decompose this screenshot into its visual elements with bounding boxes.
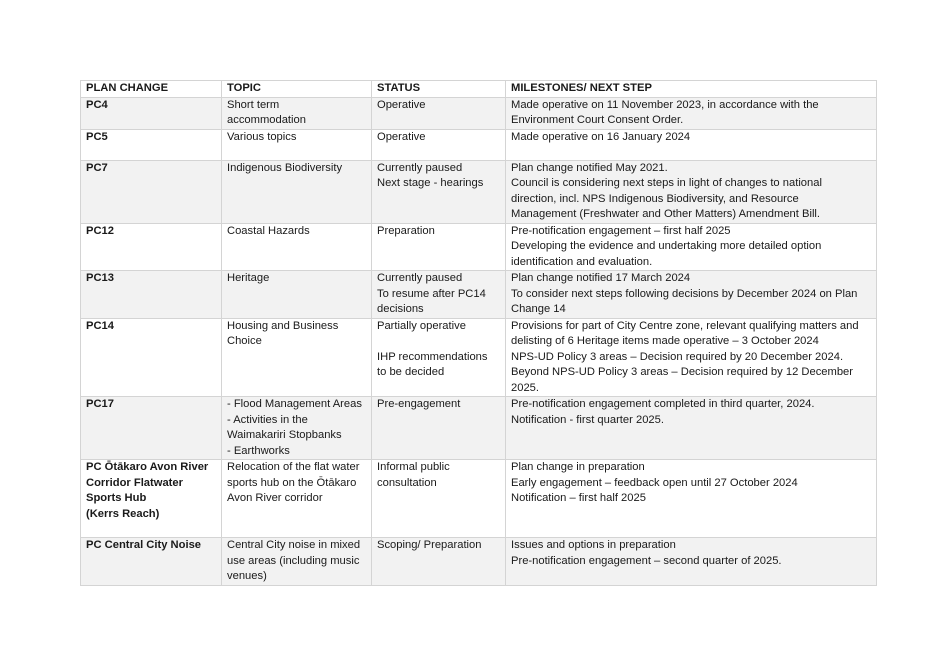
status-cell <box>372 129 506 160</box>
table-row <box>81 397 877 460</box>
topic-cell-line: Avon River corridor <box>227 492 323 504</box>
milestones-cell-line: Issues and options in preparation <box>511 539 676 551</box>
topic-cell-line: Waimakariri Stopbanks <box>227 429 342 441</box>
milestones-cell-line: Council is considering next steps in light of changes to national <box>511 177 822 189</box>
status-cell-line: decisions <box>377 303 424 315</box>
status-cell-line: Next stage - hearings <box>377 177 484 189</box>
topic-cell <box>222 538 372 586</box>
topic-cell <box>222 160 372 223</box>
milestones-cell-line: Beyond NPS-UD Policy 3 areas – Decision required by 12 December <box>511 366 853 378</box>
topic-cell-line: Central City noise in mixed <box>227 539 361 551</box>
table-header-row <box>81 81 877 98</box>
topic-cell-line: Various topics <box>227 130 297 143</box>
plan-change-cell <box>81 160 222 223</box>
milestones-cell-line: delisting of 6 Heritage items made operative – 3 October 2024 <box>511 335 819 347</box>
status-cell <box>372 160 506 223</box>
milestones-cell-line: identification and evaluation. <box>511 255 653 268</box>
plan-change-cell <box>81 538 222 586</box>
status-cell-line <box>377 334 500 350</box>
header-status: STATUS <box>372 81 506 98</box>
milestones-cell-line: Environment Court Consent Order. <box>511 114 684 126</box>
milestones-cell-line: Pre-notification engagement – first half 2025 <box>511 224 731 237</box>
plan-change-cell <box>81 318 222 397</box>
plan-change-cell-line: (Kerrs Reach) <box>86 507 160 520</box>
topic-cell-line: sports hub on the Ōtākaro <box>227 476 357 489</box>
milestones-cell <box>506 97 877 129</box>
milestones-cell-line: 2025. <box>511 381 539 394</box>
topic-cell <box>222 97 372 129</box>
status-cell-line: consultation <box>377 476 437 489</box>
status-cell-line: Operative <box>377 98 426 111</box>
table-row <box>81 460 877 538</box>
milestones-cell-line: NPS-UD Policy 3 areas – Decision required by 20 December 2024. <box>511 350 844 363</box>
header-plan-change: PLAN CHANGE <box>81 81 222 98</box>
milestones-cell-line: Plan change in preparation <box>511 461 645 473</box>
topic-cell-line: use areas (including music <box>227 554 360 567</box>
plan-change-cell-line: PC13 <box>86 272 114 284</box>
milestones-cell-line: To consider next steps following decisions by December 2024 on Plan <box>511 287 858 300</box>
topic-cell-line: Coastal Hazards <box>227 224 310 237</box>
plan-change-cell-line: PC4 <box>86 98 108 111</box>
topic-cell-line: - Flood Management Areas <box>227 398 362 410</box>
milestones-cell-line: Developing the evidence and undertaking more detailed option <box>511 240 822 252</box>
milestones-cell <box>506 397 877 460</box>
plan-change-cell <box>81 460 222 538</box>
plan-change-cell <box>81 271 222 319</box>
milestones-cell <box>506 538 877 586</box>
topic-cell-line: - Earthworks <box>227 444 290 457</box>
milestones-cell-line: Pre-notification engagement – second quarter of 2025. <box>511 554 782 567</box>
plan-change-cell-line: PC14 <box>86 319 114 332</box>
topic-cell <box>222 271 372 319</box>
plan-change-cell <box>81 129 222 160</box>
topic-cell-line: accommodation <box>227 114 306 126</box>
milestones-cell <box>506 223 877 271</box>
plan-change-cell-line: PC7 <box>86 161 108 174</box>
plan-change-cell-line: Sports Hub <box>86 492 147 504</box>
status-cell-line: Currently paused <box>377 272 463 284</box>
plan-change-cell-line: PC Ōtākaro Avon River <box>86 461 209 473</box>
milestones-cell-line: Management (Freshwater and Other Matters) Amendment Bill. <box>511 208 821 220</box>
status-cell-line: Pre-engagement <box>377 398 461 410</box>
topic-cell-line: Housing and Business <box>227 319 339 332</box>
milestones-cell-line: Notification - first quarter 2025. <box>511 413 664 426</box>
topic-cell-line: Relocation of the flat water <box>227 461 360 473</box>
status-cell <box>372 460 506 538</box>
status-cell-line: To resume after PC14 <box>377 287 486 300</box>
table-row <box>81 129 877 160</box>
milestones-cell <box>506 160 877 223</box>
table-row <box>81 160 877 223</box>
milestones-cell-line: Change 14 <box>511 303 566 315</box>
topic-cell-line: Heritage <box>227 272 270 284</box>
header-milestones: MILESTONES/ NEXT STEP <box>506 81 877 98</box>
milestones-cell-line: Provisions for part of City Centre zone, relevant qualifying matters and <box>511 319 859 332</box>
status-cell <box>372 271 506 319</box>
status-cell <box>372 97 506 129</box>
topic-cell-line: Indigenous Biodiversity <box>227 161 343 174</box>
topic-cell-line: - Activities in the <box>227 413 308 426</box>
status-cell-line: Operative <box>377 130 426 143</box>
milestones-cell-line: Made operative on 16 January 2024 <box>511 130 691 143</box>
status-cell <box>372 318 506 397</box>
milestones-cell-line: Pre-notification engagement completed in third quarter, 2024. <box>511 398 815 410</box>
status-cell-line: Preparation <box>377 224 435 237</box>
topic-cell <box>222 397 372 460</box>
topic-cell <box>222 129 372 160</box>
milestones-cell <box>506 318 877 397</box>
milestones-cell-line: Notification – first half 2025 <box>511 492 646 504</box>
table-row <box>81 97 877 129</box>
plan-change-cell-line: PC12 <box>86 224 114 237</box>
milestones-cell <box>506 129 877 160</box>
milestones-cell <box>506 460 877 538</box>
table-row <box>81 271 877 319</box>
topic-cell <box>222 318 372 397</box>
plan-change-cell <box>81 97 222 129</box>
plan-change-cell-line: PC Central City Noise <box>86 539 202 551</box>
topic-cell-line: venues) <box>227 570 267 582</box>
plan-change-cell <box>81 397 222 460</box>
status-cell <box>372 397 506 460</box>
table-row <box>81 538 877 586</box>
plan-change-cell-line: PC5 <box>86 130 108 143</box>
plan-change-cell <box>81 223 222 271</box>
status-cell-line: Scoping/ Preparation <box>377 539 482 551</box>
milestones-cell-line: direction, incl. NPS Indigenous Biodiversity, and Resource <box>511 192 799 205</box>
status-cell <box>372 538 506 586</box>
plan-change-cell-line: Corridor Flatwater <box>86 476 183 489</box>
status-cell-line: IHP recommendations <box>377 350 488 363</box>
milestones-cell-line: Made operative on 11 November 2023, in accordance with the <box>511 98 819 111</box>
topic-cell <box>222 223 372 271</box>
status-cell-line: Partially operative <box>377 319 466 332</box>
status-cell-line: to be decided <box>377 366 445 378</box>
topic-cell-line: Short term <box>227 98 280 111</box>
header-topic: TOPIC <box>222 81 372 98</box>
plan-change-table <box>80 80 877 586</box>
milestones-cell <box>506 271 877 319</box>
plan-change-cell-line: PC17 <box>86 398 114 410</box>
milestones-cell-line: Plan change notified 17 March 2024 <box>511 272 691 284</box>
table-row <box>81 223 877 271</box>
milestones-cell-line: Plan change notified May 2021. <box>511 161 668 174</box>
status-cell-line: Informal public <box>377 461 450 473</box>
status-cell-line: Currently paused <box>377 161 463 174</box>
topic-cell <box>222 460 372 538</box>
topic-cell-line: Choice <box>227 335 262 347</box>
status-cell <box>372 223 506 271</box>
milestones-cell-line: Early engagement – feedback open until 27 October 2024 <box>511 476 798 489</box>
table-row <box>81 318 877 397</box>
